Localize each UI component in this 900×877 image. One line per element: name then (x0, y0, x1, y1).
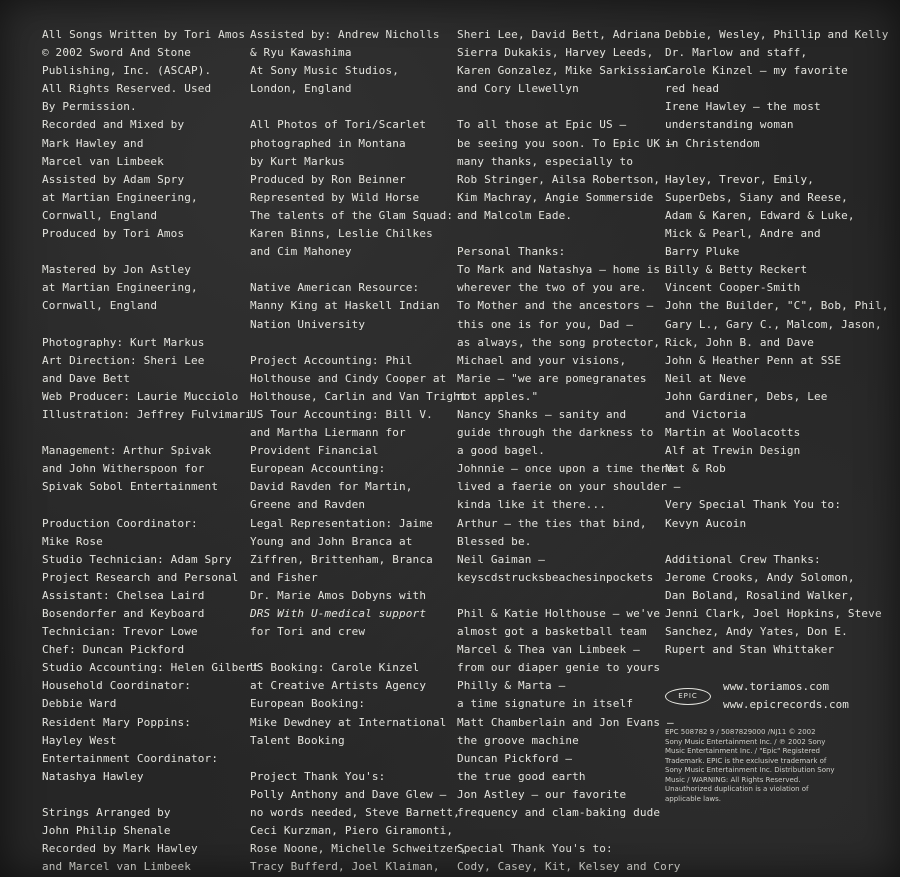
credit-line: Project Accounting: Phil (250, 353, 413, 367)
credit-line: lived a faerie on your shoulder – (457, 480, 681, 494)
credit-line: and Martha Liermann for (250, 426, 406, 440)
credit-line (42, 424, 242, 442)
credit-line: Production Coordinator: (42, 516, 198, 530)
credits-column-3 (457, 26, 681, 876)
credit-line: John & Heather Penn at SSE (665, 353, 842, 367)
credit-line: at Martian Engineering, (42, 190, 198, 204)
credit-line: To all those at Epic US – (457, 118, 627, 132)
credit-line: & Ryu Kawashima (250, 46, 352, 60)
credit-line: Natashya Hawley (42, 769, 144, 783)
credit-line: US Booking: Carole Kinzel (250, 661, 420, 675)
credit-line: Assisted by Adam Spry (42, 172, 185, 186)
credit-line: Publishing, Inc. (ASCAP). (42, 64, 212, 78)
credit-line: for Tori and crew (250, 625, 366, 639)
credit-line: John Philip Shenale (42, 824, 171, 838)
credit-line: Cornwall, England (42, 299, 158, 313)
credit-line: All Songs Written by Tori Amos (42, 28, 246, 41)
credit-line: many thanks, especially to (457, 154, 634, 168)
credit-line: almost got a basketball team (457, 625, 647, 639)
label-block (665, 678, 849, 714)
credit-line: Provident Financial (250, 444, 379, 458)
credit-line: Cody, Casey, Kit, Kelsey and Cory (457, 860, 681, 874)
credit-line: this one is for you, Dad – (457, 317, 634, 331)
credit-line: and Cim Mahoney (250, 245, 352, 259)
credit-line: All Photos of Tori/Scarlet (250, 118, 427, 132)
fine-print-line: applicable laws. (665, 794, 721, 803)
credit-line: the true good earth (457, 769, 586, 783)
credit-line: Mike Dewdney at International (250, 715, 447, 729)
credit-line: European Booking: (250, 697, 366, 711)
epic-logo-text: EPIC (678, 692, 698, 700)
credit-line: in Christendom (665, 136, 760, 150)
credit-line: Matt Chamberlain and Jon Evans – (457, 715, 674, 729)
credit-line: To Mother and the ancestors – (457, 299, 654, 313)
credit-line: understanding woman (665, 118, 794, 132)
credit-line: Studio Technician: Adam Spry (42, 552, 232, 566)
credit-line: Barry Pluke (665, 245, 740, 259)
credit-line: Karen Gonzalez, Mike Sarkissian (457, 64, 667, 78)
credit-line: Recorded by Mark Hawley (42, 842, 198, 856)
credit-line: Jon Astley – our favorite (457, 787, 627, 801)
credit-line: Karen Binns, Leslie Chilkes (250, 227, 433, 241)
credit-line: Mick & Pearl, Andre and (665, 227, 821, 241)
credit-line: Martin at Woolacotts (665, 426, 801, 440)
credit-line: Chef: Duncan Pickford (42, 643, 185, 657)
credit-line (457, 98, 657, 116)
credit-line: Management: Arthur Spivak (42, 444, 212, 458)
credit-line: Household Coordinator: (42, 679, 191, 693)
credit-line: Adam & Karen, Edward & Luke, (665, 208, 855, 222)
credit-line: Irene Hawley – the most (665, 100, 821, 114)
credit-line: Hayley West (42, 733, 117, 747)
credit-line: keyscdstrucksbeachesinpockets (457, 570, 654, 584)
credit-line: To Mark and Natashya – home is (457, 263, 661, 277)
credit-line: by Kurt Markus (250, 154, 345, 168)
credit-line: Neil Gaiman – (457, 552, 546, 566)
credit-line: Mastered by Jon Astley (42, 263, 191, 277)
credit-line (42, 786, 242, 804)
credit-line: and Marcel van Limbeek (42, 860, 191, 874)
credit-line: guide through the darkness to (457, 426, 654, 440)
credit-line: Kim Machray, Angie Sommerside (457, 190, 654, 204)
credit-line (457, 587, 657, 605)
credit-line: Resident Mary Poppins: (42, 715, 191, 729)
credit-line: Web Producer: Laurie Mucciolo (42, 389, 239, 403)
fine-print-line: Sony Music Entertainment Inc. Distribution Sony (665, 766, 835, 774)
credit-line: Talent Booking (250, 733, 345, 747)
credit-line: European Accounting: (250, 462, 386, 476)
credit-line: Young and John Branca at (250, 534, 413, 548)
credit-line: Polly Anthony and Dave Glew – (250, 787, 447, 801)
credit-line: DRS With U-medical support (250, 607, 427, 620)
fine-print-line: Trademark. EPIC is the exclusive trademark of (665, 756, 827, 765)
credit-line (457, 822, 657, 840)
credit-line: Manny King at Haskell Indian (250, 299, 440, 313)
credit-line: Vincent Cooper-Smith (665, 281, 801, 295)
credit-line: from our diaper genie to yours (457, 661, 661, 675)
credit-line: not apples." (457, 389, 539, 403)
credit-line: Mark Hawley and (42, 136, 144, 150)
credit-line: All Rights Reserved. Used (42, 82, 212, 96)
credit-line: Additional Crew Thanks: (665, 552, 821, 566)
credit-line (250, 98, 450, 116)
credit-line (250, 641, 450, 659)
credit-line: Strings Arranged by (42, 806, 171, 820)
credit-line: David Ravden for Martin, (250, 480, 413, 494)
credit-line: Bosendorfer and Keyboard (42, 607, 205, 620)
label-website-link[interactable]: www.epicrecords.com (723, 698, 849, 711)
credit-line: Recorded and Mixed by (42, 118, 185, 132)
credit-line: Legal Representation: Jaime (250, 516, 433, 530)
credit-line: and Dave Bett (42, 371, 131, 385)
credit-line: photographed in Montana (250, 136, 406, 150)
credit-line: Gary L., Gary C., Malcom, Jason, (665, 317, 882, 331)
credit-line: Alf at Trewin Design (665, 444, 801, 458)
credit-line: a time signature in itself (457, 697, 634, 711)
credit-line: the groove machine (457, 733, 579, 747)
credit-line: Nation University (250, 317, 366, 331)
credit-line: Dr. Marlow and staff, (665, 46, 808, 60)
credit-line (250, 750, 450, 768)
credit-line: Assisted by: Andrew Nicholls (250, 28, 440, 41)
credit-line: red head (665, 82, 720, 96)
credit-line: kinda like it there... (457, 498, 606, 512)
credit-line: Photography: Kurt Markus (42, 335, 205, 349)
fine-print-line: Music Entertainment Inc. / "Epic" Registered (665, 747, 821, 755)
credit-line (665, 533, 865, 551)
artist-website-link[interactable]: www.toriamos.com (723, 680, 829, 693)
credit-line: Studio Accounting: Helen Gilbert (42, 661, 259, 675)
credit-line: and Fisher (250, 570, 318, 584)
credits-column-1 (42, 26, 259, 876)
credit-line: US Tour Accounting: Bill V. (250, 407, 433, 421)
credit-line: Very Special Thank You to: (665, 498, 842, 512)
credit-line: Billy & Betty Reckert (665, 263, 808, 277)
credit-line: and Victoria (665, 407, 747, 421)
credit-line: be seeing you soon. To Epic UK – (457, 136, 674, 150)
credit-line: as always, the song protector, (457, 335, 661, 349)
credit-line: Kevyn Aucoin (665, 516, 747, 530)
fine-print-line: Music / WARNING: All Rights Reserved. (665, 775, 801, 784)
credit-line: Project Research and Personal (42, 570, 239, 584)
credit-line: Rob Stringer, Ailsa Robertson, (457, 172, 661, 186)
credit-line: Rupert and Stan Whittaker (665, 643, 835, 657)
credit-line: Neil at Neve (665, 371, 747, 385)
credit-line: Dan Boland, Rosalind Walker, (665, 588, 855, 602)
credit-line (250, 261, 450, 279)
credits-column-4 (665, 26, 889, 659)
credit-line: SuperDebs, Siany and Reese, (665, 190, 848, 204)
credit-line: Marie – "we are pomegranates (457, 371, 647, 385)
credit-line: Holthouse and Cindy Cooper at (250, 371, 447, 385)
credit-line (250, 334, 450, 352)
credit-line: Carole Kinzel – my favorite (665, 64, 848, 78)
credit-line (665, 478, 865, 496)
credit-line: Blessed be. (457, 534, 532, 548)
credit-line: Personal Thanks: (457, 245, 566, 259)
credit-line: Marcel & Thea van Limbeek – (457, 643, 640, 657)
credit-line: Technician: Trevor Lowe (42, 625, 198, 639)
fine-print-line: Sony Music Entertainment Inc. / ℗ 2002 Sony (665, 737, 826, 746)
credit-line: Dr. Marie Amos Dobyns with (250, 588, 427, 602)
credit-line: Project Thank You's: (250, 769, 386, 783)
credits-column-2 (250, 26, 467, 876)
credit-line: and Malcolm Eade. (457, 208, 573, 222)
credit-line (457, 225, 657, 243)
credit-line: Phil & Katie Holthouse – we've (457, 607, 661, 620)
credit-line: Nancy Shanks – sanity and (457, 407, 627, 421)
credit-line: Represented by Wild Horse (250, 190, 420, 204)
credit-line: Art Direction: Sheri Lee (42, 353, 205, 367)
credit-line: Mike Rose (42, 534, 103, 548)
credit-line: at Martian Engineering, (42, 281, 198, 295)
credit-line: Debbie, Wesley, Phillip and Kelly (665, 28, 889, 41)
credit-line: Ziffren, Brittenham, Branca (250, 552, 433, 566)
credit-line: Sierra Dukakis, Harvey Leeds, (457, 46, 654, 60)
credit-line: Assistant: Chelsea Laird (42, 588, 205, 602)
credit-line: John Gardiner, Debs, Lee (665, 389, 828, 403)
credit-line: frequency and clam-baking dude (457, 806, 661, 820)
credit-line: Hayley, Trevor, Emily, (665, 172, 814, 186)
credit-line (665, 153, 865, 171)
credit-line: Nat & Rob (665, 462, 726, 476)
credit-line: Michael and your visions, (457, 353, 627, 367)
credit-line: John the Builder, "C", Bob, Phil, (665, 299, 889, 313)
credit-line: and John Witherspoon for (42, 462, 205, 476)
credit-line (42, 243, 242, 261)
fine-print-line: EPC 508782 9 / 5087829000 /NJ11 © 2002 (665, 728, 816, 736)
credit-line: Jenni Clark, Joel Hopkins, Steve (665, 607, 882, 620)
credit-line: Cornwall, England (42, 208, 158, 222)
fine-print-line: Unauthorized duplication is a violation of (665, 785, 809, 793)
credit-line: Debbie Ward (42, 697, 117, 711)
credit-line: wherever the two of you are. (457, 281, 647, 295)
credit-line: Sheri Lee, David Bett, Adriana (457, 28, 661, 41)
credit-line: © 2002 Sword And Stone (42, 46, 191, 60)
credit-line: London, England (250, 82, 352, 96)
legal-fine-print (665, 728, 850, 804)
credit-line: Marcel van Limbeek (42, 154, 164, 168)
epic-logo-icon (665, 688, 711, 705)
credit-line: Philly & Marta – (457, 679, 566, 693)
credit-line: The talents of the Glam Squad: (250, 208, 454, 222)
credit-line: no words needed, Steve Barnett, (250, 806, 460, 820)
credit-line: Sanchez, Andy Yates, Don E. (665, 625, 848, 639)
website-links (723, 678, 849, 714)
credit-line (42, 496, 242, 514)
credit-line (42, 316, 242, 334)
credit-line: Arthur – the ties that bind, (457, 516, 647, 530)
credit-line: a good bagel. (457, 444, 546, 458)
credit-line: Johnnie – once upon a time there (457, 462, 674, 476)
credit-line: Entertainment Coordinator: (42, 751, 219, 765)
credit-line: Produced by Tori Amos (42, 227, 185, 241)
credit-line: Special Thank You's to: (457, 842, 613, 856)
credit-line: Jerome Crooks, Andy Solomon, (665, 570, 855, 584)
credit-line: Native American Resource: (250, 281, 420, 295)
credit-line: Rick, John B. and Dave (665, 335, 814, 349)
credit-line: Illustration: Jeffrey Fulvimari (42, 407, 252, 421)
credit-line: Ceci Kurzman, Piero Giramonti, (250, 824, 454, 838)
credit-line: Produced by Ron Beinner (250, 172, 406, 186)
credit-line: at Creative Artists Agency (250, 679, 427, 693)
credit-line: Tracy Bufferd, Joel Klaiman, (250, 860, 440, 874)
credit-line: Greene and Ravden (250, 498, 366, 512)
credit-line: and Cory Llewellyn (457, 82, 579, 96)
credit-line: By Permission. (42, 100, 137, 114)
credit-line: Holthouse, Carlin and Van Tright (250, 389, 467, 403)
credit-line: At Sony Music Studios, (250, 64, 399, 78)
credit-line: Duncan Pickford – (457, 751, 573, 765)
credit-line: Spivak Sobol Entertainment (42, 480, 219, 494)
credit-line: Rose Noone, Michelle Schweitzer, (250, 842, 467, 856)
